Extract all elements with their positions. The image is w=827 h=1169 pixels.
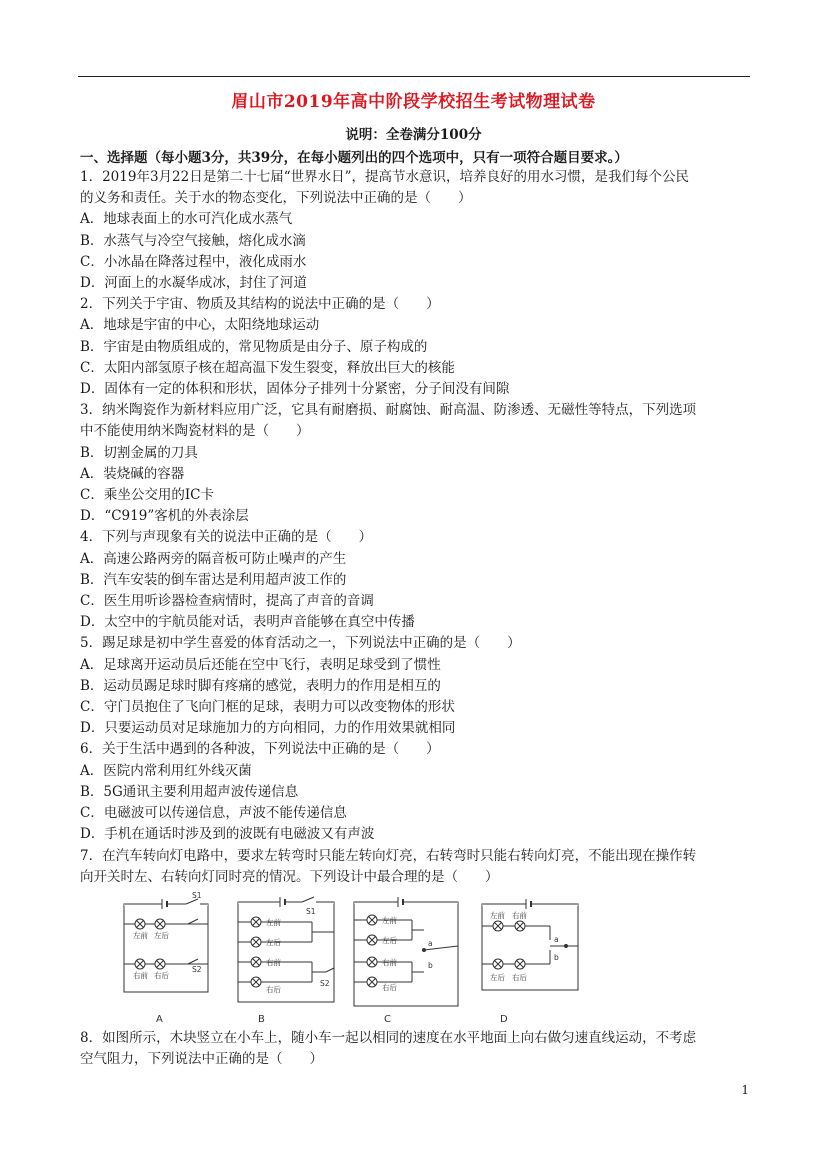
circuit-c — [354, 897, 458, 1006]
q6-option-d: D．手机在通话时涉及到的波既有电磁波又有声波 — [80, 826, 375, 843]
q4-option-b: B．汽车安装的倒车雷达是利用超声波工作的 — [80, 571, 347, 588]
q2-stem: 2．下列关于宇宙、物质及其结构的说法中正确的是（ ） — [80, 296, 440, 313]
label-b-s1: S1 — [306, 906, 316, 916]
q6-option-a: A．医院内常利用红外线灭菌 — [80, 762, 252, 779]
q4-option-a: A．高速公路两旁的隔音板可防止噪声的产生 — [80, 550, 347, 567]
label-a-right-rear: 右后 — [154, 970, 169, 980]
label-c-right-front: 右前 — [382, 957, 397, 967]
label-d-a: a — [554, 934, 559, 944]
q2-option-c: C．太阳内部氢原子核在超高温下发生裂变，释放出巨大的核能 — [80, 359, 455, 376]
section-heading: 一、选择题（每小题3分，共39分，在每小题列出的四个选项中，只有一项符合题目要求。） — [80, 150, 628, 166]
option-label-a: A — [156, 1013, 163, 1025]
label-d-right-front: 右前 — [512, 910, 527, 920]
q5-option-d: D．只要运动员对足球施加力的方向相同，力的作用效果就相同 — [80, 720, 456, 737]
q1-option-b: B．水蒸气与冷空气接触，熔化成水滴 — [80, 232, 306, 249]
q3-option-2: A．装烧碱的容器 — [80, 465, 185, 482]
q2-option-a: A．地球是宇宙的中心，太阳绕地球运动 — [80, 317, 320, 334]
label-a-s2: S2 — [192, 964, 202, 974]
label-c-a: a — [428, 938, 433, 948]
q3-stem-line2: 中不能使用纳米陶瓷材料的是（ ） — [80, 423, 310, 440]
q3-option-4: D．“C919”客机的外表涂层 — [80, 508, 249, 525]
label-b-left-front: 左前 — [266, 917, 281, 927]
label-d-right-rear: 右后 — [512, 972, 527, 982]
q1-option-a: A．地球表面上的水可汽化成水蒸气 — [80, 211, 293, 228]
label-a-s1: S1 — [192, 890, 202, 900]
label-d-left-rear: 左后 — [490, 972, 505, 982]
circuit-diagrams — [80, 890, 752, 1028]
question-list — [80, 167, 752, 1070]
q5-option-a: A．足球离开运动员后还能在空中飞行，表明足球受到了惯性 — [80, 656, 441, 673]
label-c-left-front: 左前 — [382, 915, 397, 925]
option-label-c: C — [384, 1013, 391, 1025]
label-c-right-rear: 右后 — [382, 982, 397, 992]
option-label-b: B — [258, 1013, 265, 1025]
q2-option-b: B．宇宙是由物质组成的，常见物质是由分子、原子构成的 — [80, 338, 428, 355]
label-c-b: b — [428, 960, 433, 970]
page-number: 1 — [741, 1083, 749, 1097]
label-a-left-front: 左前 — [133, 930, 148, 940]
paper-note: 说明：全卷满分100分 — [345, 127, 482, 143]
q8-stem-line1: 8．如图所示，木块竖立在小车上，随小车一起以相同的速度在水平地面上向右做匀速直线运动，不考虑 — [80, 1029, 697, 1046]
q4-option-d: D．太空中的宇航员能对话，表明声音能够在真空中传播 — [80, 614, 415, 631]
label-d-b: b — [554, 952, 559, 962]
q3-option-3: C．乘坐公交用的IC卡 — [80, 487, 214, 504]
q4-option-c: C．医生用听诊器检查病情时，提高了声音的音调 — [80, 593, 374, 610]
q1-option-d: D．河面上的水凝华成冰，封住了河道 — [80, 275, 307, 292]
q1-stem-line1: 1．2019年3月22日是第二十七届“世界水日”，提高节水意识，培养良好的用水习惯，是我们每个公民 — [80, 169, 690, 185]
q4-stem: 4．下列与声现象有关的说法中正确的是（ ） — [80, 529, 373, 546]
bulb-icon — [135, 919, 165, 969]
circuit-figure — [80, 890, 752, 1028]
label-a-right-front: 右前 — [133, 970, 148, 980]
header-rule — [78, 76, 750, 77]
q7-stem-line2: 向开关时左、右转向灯同时亮的情况。下列设计中最合理的是（ ） — [80, 868, 499, 885]
label-b-left-rear: 左后 — [266, 937, 281, 947]
q8-stem-line2: 空气阻力，下列说法中正确的是（ ） — [80, 1051, 323, 1068]
label-b-right-rear: 右后 — [266, 984, 281, 994]
label-b-right-front: 右前 — [266, 957, 281, 967]
q3-stem-line1: 3．纳米陶瓷作为新材料应用广泛，它具有耐磨损、耐腐蚀、耐高温、防渗透、无磁性等特点，下列选项 — [80, 402, 697, 419]
paper-title: 眉山市2019年高中阶段学校招生考试物理试卷 — [231, 92, 596, 112]
q6-option-b: B．5G通讯主要利用超声波传递信息 — [80, 783, 299, 800]
q3-option-1: B．切割金属的刀具 — [80, 444, 198, 461]
label-a-left-rear: 左后 — [154, 930, 169, 940]
q7-stem-line1: 7．在汽车转向灯电路中，要求左转弯时只能左转向灯亮，右转弯时只能右转向灯亮，不能出现在操作转 — [80, 847, 697, 864]
q5-option-c: C．守门员抱住了飞向门框的足球，表明力可以改变物体的形状 — [80, 699, 455, 716]
bulb-icon — [367, 915, 377, 987]
q2-option-d: D．固体有一定的体积和形状，固体分子排列十分紧密，分子间没有间隙 — [80, 381, 510, 398]
q5-stem: 5．踢足球是初中学生喜爱的体育活动之一，下列说法中正确的是（ ） — [80, 635, 521, 652]
q6-stem: 6．关于生活中遇到的各种波，下列说法中正确的是（ ） — [80, 741, 440, 758]
q5-option-b: B．运动员踢足球时脚有疼痛的感觉，表明力的作用是相互的 — [80, 677, 441, 694]
q1-stem-line2: 的义务和责任。关于水的物态变化，下列说法中正确的是（ ） — [80, 190, 472, 207]
q1-option-c: C．小冰晶在降落过程中，液化成雨水 — [80, 253, 307, 270]
label-d-left-front: 左前 — [490, 910, 505, 920]
option-label-d: D — [500, 1013, 508, 1025]
bulb-icon — [251, 917, 261, 987]
label-b-s2: S2 — [320, 978, 330, 988]
label-c-left-rear: 左后 — [382, 935, 397, 945]
bulb-icon — [493, 921, 525, 969]
q6-option-c: C．电磁波可以传递信息，声波不能传递信息 — [80, 805, 347, 822]
